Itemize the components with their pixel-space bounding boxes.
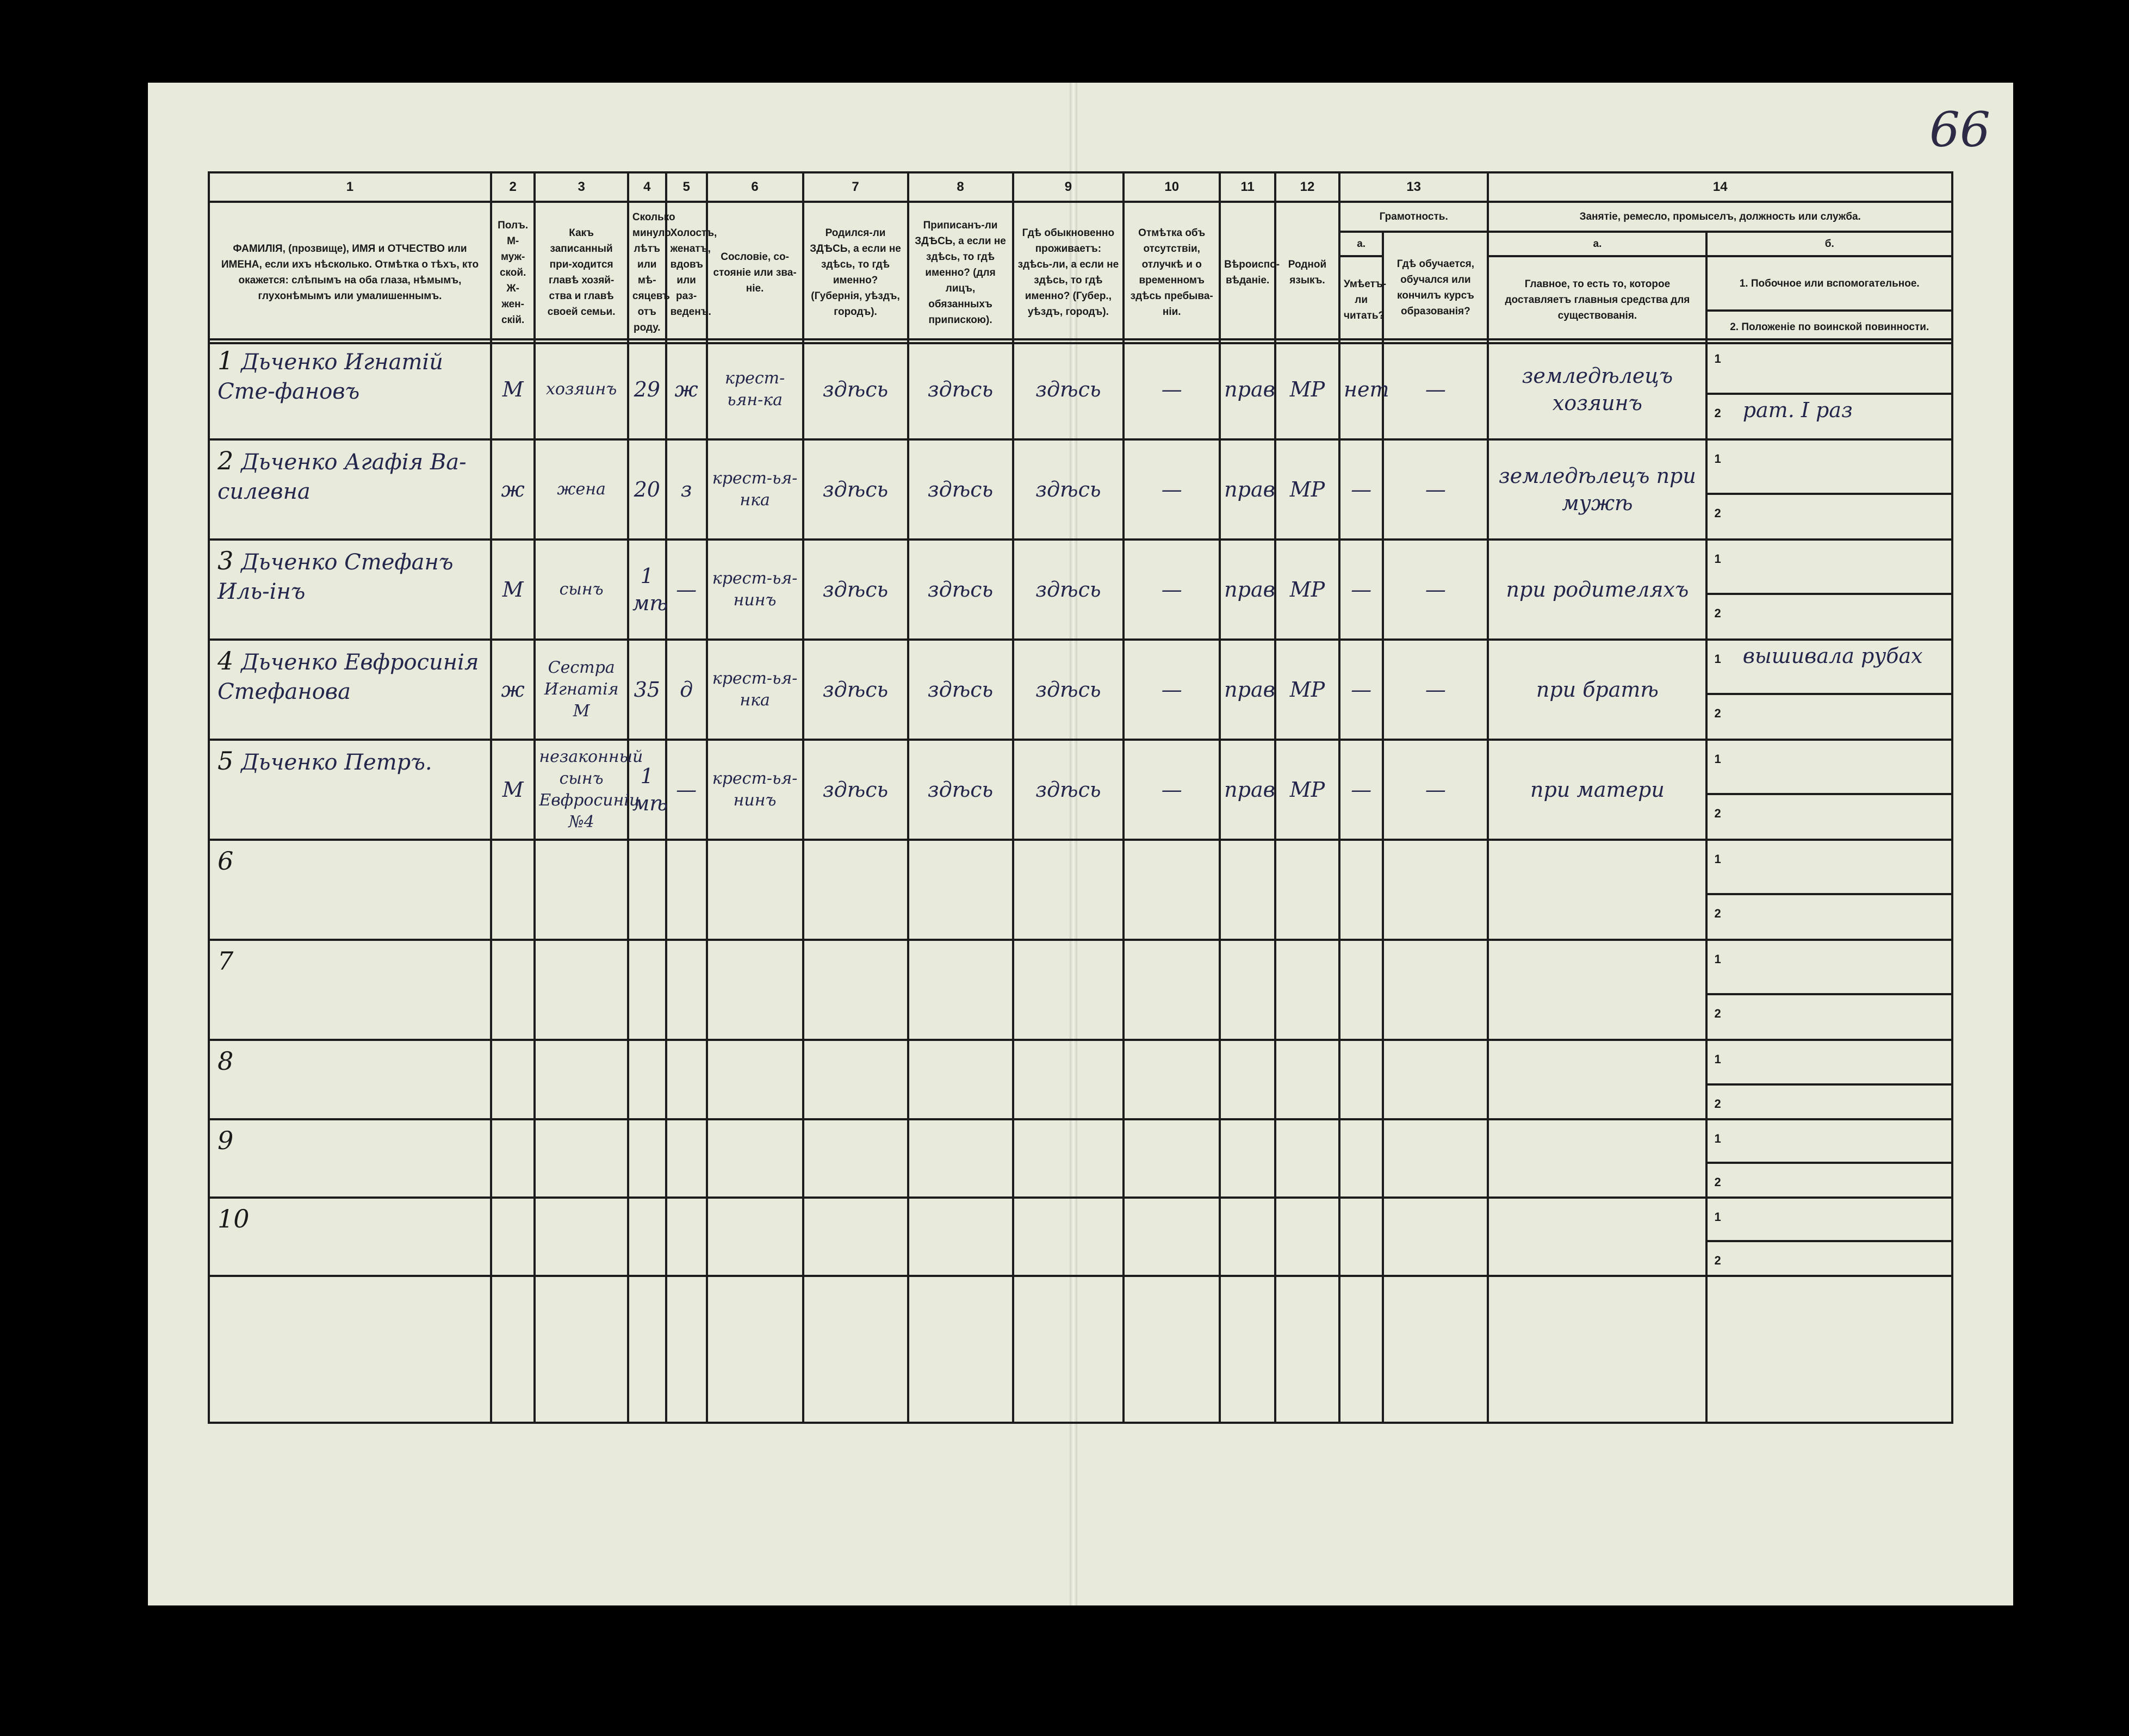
side-occupation: вышивала рубах	[1742, 644, 1923, 668]
cell-lives: здѣсь	[1013, 740, 1124, 840]
cell-literate	[1339, 1040, 1383, 1119]
cell-occ_main: земледѣлецъ при мужѣ	[1488, 439, 1706, 540]
cell-religion: прав	[1220, 740, 1275, 840]
cell-estate	[707, 940, 803, 1040]
cell-occ_main: земледѣлецъ хозяинъ	[1488, 339, 1706, 439]
census-table	[208, 171, 1953, 344]
cell-occ_main	[1488, 1040, 1706, 1119]
cell-literate: —	[1339, 439, 1383, 540]
header-row-1	[209, 202, 1952, 232]
cell-marital	[666, 940, 707, 1040]
col-num-4: 4	[628, 172, 666, 202]
cell-registered: здѣсь	[908, 640, 1013, 740]
cell-lang: МР	[1275, 339, 1339, 439]
page-number: 66	[1929, 102, 1990, 158]
cell-lives: здѣсь	[1013, 640, 1124, 740]
cell-absence: —	[1124, 540, 1220, 640]
sub-label-2: 2	[1714, 1007, 1721, 1020]
cell-estate: крест-ьян-ка	[707, 339, 803, 439]
sub-label-2: 2	[1714, 606, 1721, 620]
cell-age: 20	[628, 439, 666, 540]
cell-marital	[666, 1040, 707, 1119]
sub-label-1: 1	[1714, 1052, 1721, 1066]
cell-literate: —	[1339, 740, 1383, 840]
header-literacy-a-label: а.	[1339, 232, 1383, 256]
sub-label-2: 2	[1714, 506, 1721, 520]
cell-sex: М	[491, 540, 535, 640]
military-status: рат. I раз	[1742, 398, 1853, 422]
cell-marital: д	[666, 640, 707, 740]
cell-absence: —	[1124, 439, 1220, 540]
cell-occ_main	[1488, 940, 1706, 1040]
row-number: 1	[218, 346, 234, 375]
person-name-cell	[209, 1198, 491, 1276]
cell-born	[803, 940, 908, 1040]
cell-marital: —	[666, 540, 707, 640]
sub-label-2: 2	[1714, 406, 1721, 420]
cell-occ_main	[1488, 840, 1706, 940]
cell-sex: ж	[491, 640, 535, 740]
side-occupation-cell	[1706, 740, 1952, 794]
cell-born	[803, 1198, 908, 1276]
military-cell	[1706, 1163, 1952, 1198]
side-occupation-cell	[1706, 439, 1952, 494]
cell-estate	[707, 1119, 803, 1198]
cell-religion	[1220, 1198, 1275, 1276]
cell-lives	[1013, 940, 1124, 1040]
table-row	[209, 1119, 1952, 1163]
side-occupation-cell	[1706, 840, 1952, 894]
cell-literate	[1339, 940, 1383, 1040]
table-row	[209, 740, 1952, 794]
side-occupation-cell	[1706, 640, 1952, 694]
row-number: 9	[218, 1126, 234, 1155]
cell-born: здѣсь	[803, 339, 908, 439]
sub-label-1: 1	[1714, 452, 1721, 466]
cell-school: —	[1383, 439, 1488, 540]
sub-label-1: 1	[1714, 952, 1721, 966]
cell-born	[803, 1040, 908, 1119]
cell-literate: нет	[1339, 339, 1383, 439]
military-cell	[1706, 594, 1952, 640]
header-estate: Сословіе, со-стояніе или зва-ніе.	[707, 202, 803, 343]
col-num-11: 11	[1220, 172, 1275, 202]
military-cell	[1706, 494, 1952, 540]
cell-marital	[666, 840, 707, 940]
cell-occ_main	[1488, 1119, 1706, 1198]
cell-registered: здѣсь	[908, 439, 1013, 540]
cell-born	[803, 840, 908, 940]
cell-occ_main: при родителяхъ	[1488, 540, 1706, 640]
military-cell	[1706, 1241, 1952, 1276]
cell-sex: М	[491, 740, 535, 840]
header-sex: Полъ. М-муж-ской. Ж-жен-скій.	[491, 202, 535, 343]
header-education: Гдѣ обучается, обучался или кончилъ курсъ образованія?	[1383, 232, 1488, 343]
column-number-row	[209, 172, 1952, 202]
cell-religion: прав	[1220, 640, 1275, 740]
col-num-9: 9	[1013, 172, 1124, 202]
cell-rel: незаконный сынъ Евфросиніи №4	[535, 740, 628, 840]
cell-school	[1383, 1119, 1488, 1198]
cell-lang	[1275, 1040, 1339, 1119]
census-sheet	[148, 83, 2013, 1605]
sub-label-1: 1	[1714, 852, 1721, 866]
cell-born: здѣсь	[803, 740, 908, 840]
table-row	[209, 1198, 1952, 1241]
row-number: 4	[218, 646, 234, 675]
cell-absence: —	[1124, 640, 1220, 740]
person-name-cell	[209, 740, 491, 840]
cell-age: 35	[628, 640, 666, 740]
cell-lang: МР	[1275, 640, 1339, 740]
table-row	[209, 540, 1952, 594]
cell-registered	[908, 940, 1013, 1040]
cell-marital	[666, 1198, 707, 1276]
military-cell	[1706, 994, 1952, 1040]
person-name-cell	[209, 540, 491, 640]
cell-registered: здѣсь	[908, 540, 1013, 640]
cell-lives: здѣсь	[1013, 339, 1124, 439]
person-name-cell	[209, 1040, 491, 1119]
side-occupation-cell	[1706, 339, 1952, 394]
person-name: Дьченко Игнатій Сте-фановъ	[218, 350, 443, 404]
military-cell	[1706, 694, 1952, 740]
header-side-occupation: 1. Побочное или вспомогательное.	[1706, 256, 1952, 311]
cell-born: здѣсь	[803, 439, 908, 540]
cell-occ_main	[1488, 1198, 1706, 1276]
cell-absence	[1124, 1040, 1220, 1119]
cell-absence	[1124, 840, 1220, 940]
cell-literate	[1339, 1119, 1383, 1198]
cell-absence	[1124, 1198, 1220, 1276]
row-number: 10	[218, 1204, 250, 1233]
col-num-5: 5	[666, 172, 707, 202]
cell-registered	[908, 1119, 1013, 1198]
cell-religion	[1220, 940, 1275, 1040]
cell-born	[803, 1119, 908, 1198]
sub-label-2: 2	[1714, 706, 1721, 720]
cell-estate	[707, 1040, 803, 1119]
sub-label-1: 1	[1714, 752, 1721, 766]
cell-sex	[491, 940, 535, 1040]
cell-estate	[707, 1198, 803, 1276]
side-occupation-cell	[1706, 540, 1952, 594]
cell-religion: прав	[1220, 439, 1275, 540]
side-occupation-cell	[1706, 1198, 1952, 1241]
sub-label-2: 2	[1714, 1097, 1721, 1111]
cell-registered	[908, 1198, 1013, 1276]
cell-absence	[1124, 1119, 1220, 1198]
cell-religion: прав	[1220, 339, 1275, 439]
row-number: 2	[218, 446, 234, 475]
cell-born: здѣсь	[803, 540, 908, 640]
cell-registered: здѣсь	[908, 740, 1013, 840]
col-num-13: 13	[1339, 172, 1488, 202]
cell-literate	[1339, 840, 1383, 940]
cell-lives: здѣсь	[1013, 540, 1124, 640]
sub-label-1: 1	[1714, 652, 1721, 666]
cell-lives	[1013, 1119, 1124, 1198]
row-number: 3	[218, 546, 234, 575]
header-military: 2. Положеніе по воинской повинности.	[1706, 311, 1952, 343]
sub-label-2: 2	[1714, 907, 1721, 920]
col-num-3: 3	[535, 172, 628, 202]
sub-label-2: 2	[1714, 807, 1721, 820]
table-row	[209, 339, 1952, 394]
side-occupation-cell	[1706, 1119, 1952, 1163]
military-cell	[1706, 394, 1952, 439]
cell-marital	[666, 1119, 707, 1198]
cell-age: 1 мѣ	[628, 540, 666, 640]
person-name-cell	[209, 1119, 491, 1198]
cell-absence	[1124, 940, 1220, 1040]
census-body	[208, 338, 1953, 1424]
cell-sex	[491, 840, 535, 940]
header-religion: Вѣроиспо-вѣданіе.	[1220, 202, 1275, 343]
military-cell	[1706, 1084, 1952, 1119]
row-number: 8	[218, 1046, 234, 1076]
header-literacy: Грамотность.	[1339, 202, 1488, 232]
person-name: Дьченко Петръ.	[241, 750, 432, 775]
cell-sex: ж	[491, 439, 535, 540]
cell-religion: прав	[1220, 540, 1275, 640]
col-num-12: 12	[1275, 172, 1339, 202]
header-age: Сколько минуло лѣтъ или мѣ-сяцевъ отъ роду.	[628, 202, 666, 343]
col-num-1: 1	[209, 172, 491, 202]
row-number: 6	[218, 846, 234, 876]
cell-estate: крест-ья-нинъ	[707, 540, 803, 640]
cell-sex	[491, 1040, 535, 1119]
cell-estate: крест-ья-нка	[707, 439, 803, 540]
col-num-6: 6	[707, 172, 803, 202]
col-num-14: 14	[1488, 172, 1952, 202]
header-can-read: Умѣетъ-ли читать?	[1339, 256, 1383, 343]
cell-sex	[491, 1198, 535, 1276]
table-row	[209, 640, 1952, 694]
cell-registered	[908, 1040, 1013, 1119]
cell-lives: здѣсь	[1013, 439, 1124, 540]
cell-school: —	[1383, 339, 1488, 439]
row-number: 5	[218, 746, 234, 776]
person-name-cell	[209, 339, 491, 439]
header-absence: Отмѣтка объ отсутствіи, отлучкѣ и о временномъ здѣсь пребыва-ніи.	[1124, 202, 1220, 343]
table-row	[209, 439, 1952, 494]
cell-age	[628, 840, 666, 940]
table-row	[209, 1040, 1952, 1084]
cell-lang	[1275, 840, 1339, 940]
header-occupation: Занятіе, ремесло, промыселъ, должность или служба.	[1488, 202, 1952, 232]
cell-school: —	[1383, 740, 1488, 840]
cell-school: —	[1383, 540, 1488, 640]
cell-rel	[535, 1119, 628, 1198]
cell-lives	[1013, 1040, 1124, 1119]
header-name: ФАМИЛІЯ, (прозвище), ИМЯ и ОТЧЕСТВО или ИМЕНА, если ихъ нѣсколько. Отмѣтка о тѣхъ, кто окажется: слѣпымъ на оба глаза, нѣмымъ, глухонѣмымъ или умалишеннымъ.	[209, 202, 491, 343]
cell-age: 29	[628, 339, 666, 439]
cell-age	[628, 1040, 666, 1119]
cell-lang	[1275, 940, 1339, 1040]
person-name-cell	[209, 439, 491, 540]
cell-absence: —	[1124, 740, 1220, 840]
cell-born: здѣсь	[803, 640, 908, 740]
header-residence: Гдѣ обыкновенно проживаетъ: здѣсь-ли, а если не здѣсь, то гдѣ именно? (Губер., уѣздъ, городъ).	[1013, 202, 1124, 343]
cell-age: 1 мѣ	[628, 740, 666, 840]
military-cell	[1706, 894, 1952, 940]
col-num-10: 10	[1124, 172, 1220, 202]
cell-school	[1383, 840, 1488, 940]
cell-estate: крест-ья-нинъ	[707, 740, 803, 840]
sub-label-2: 2	[1714, 1175, 1721, 1189]
cell-age	[628, 1119, 666, 1198]
cell-lang	[1275, 1119, 1339, 1198]
cell-school: —	[1383, 640, 1488, 740]
cell-religion	[1220, 840, 1275, 940]
cell-school	[1383, 940, 1488, 1040]
cell-estate	[707, 840, 803, 940]
sub-label-2: 2	[1714, 1254, 1721, 1267]
cell-literate: —	[1339, 540, 1383, 640]
cell-literate: —	[1339, 640, 1383, 740]
col-num-7: 7	[803, 172, 908, 202]
cell-lang: МР	[1275, 540, 1339, 640]
cell-occ_main: при матери	[1488, 740, 1706, 840]
sub-label-1: 1	[1714, 352, 1721, 365]
cell-estate: крест-ья-нка	[707, 640, 803, 740]
cell-rel: жена	[535, 439, 628, 540]
cell-lang: МР	[1275, 439, 1339, 540]
cell-marital: —	[666, 740, 707, 840]
cell-absence: —	[1124, 339, 1220, 439]
table-row	[209, 940, 1952, 994]
person-name-cell	[209, 840, 491, 940]
cell-age	[628, 1198, 666, 1276]
cell-school	[1383, 1198, 1488, 1276]
cell-literate	[1339, 1198, 1383, 1276]
bottom-margin-row	[209, 1276, 1952, 1423]
header-relation: Какъ записанный при-ходится главѣ хозяй-ства и главѣ своей семьи.	[535, 202, 628, 343]
header-occupation-b-label: б.	[1706, 232, 1952, 256]
person-name: Дьченко Стефанъ Иль-інъ	[218, 550, 454, 604]
cell-rel	[535, 1198, 628, 1276]
cell-lives	[1013, 840, 1124, 940]
cell-lang	[1275, 1198, 1339, 1276]
cell-religion	[1220, 1040, 1275, 1119]
cell-age	[628, 940, 666, 1040]
cell-registered: здѣсь	[908, 339, 1013, 439]
sub-label-1: 1	[1714, 1210, 1721, 1224]
cell-rel	[535, 1040, 628, 1119]
cell-occ_main: при братѣ	[1488, 640, 1706, 740]
header-language: Родной языкъ.	[1275, 202, 1339, 343]
cell-sex: М	[491, 339, 535, 439]
cell-rel: сынъ	[535, 540, 628, 640]
cell-school	[1383, 1040, 1488, 1119]
person-name: Дьченко Агафія Ва-силевна	[218, 450, 467, 504]
cell-sex	[491, 1119, 535, 1198]
cell-rel: Сестра Игнатія М	[535, 640, 628, 740]
header-born: Родился-ли ЗДѢСЬ, а если не здѣсь, то гдѣ именно? (Губернія, уѣздъ, городъ).	[803, 202, 908, 343]
header-main-occupation: Главное, то есть то, которое доставляетъ главныя средства для существованія.	[1488, 256, 1706, 343]
header-registered: Приписанъ-ли ЗДѢСЬ, а если не здѣсь, то гдѣ именно? (для лицъ, обязанныхъ припискою).	[908, 202, 1013, 343]
person-name-cell	[209, 640, 491, 740]
table-row	[209, 840, 1952, 894]
cell-marital: ж	[666, 339, 707, 439]
cell-marital: з	[666, 439, 707, 540]
header-marital: Холостъ, женатъ, вдовъ или раз-веденъ.	[666, 202, 707, 343]
military-cell	[1706, 794, 1952, 840]
person-name-cell	[209, 940, 491, 1040]
col-num-2: 2	[491, 172, 535, 202]
row-number: 7	[218, 946, 234, 976]
cell-religion	[1220, 1119, 1275, 1198]
cell-lang: МР	[1275, 740, 1339, 840]
cell-rel: хозяинъ	[535, 339, 628, 439]
col-num-8: 8	[908, 172, 1013, 202]
person-name: Дьченко Евфросинія Стефанова	[218, 650, 479, 704]
cell-rel	[535, 840, 628, 940]
cell-lives	[1013, 1198, 1124, 1276]
cell-rel	[535, 940, 628, 1040]
side-occupation-cell	[1706, 940, 1952, 994]
side-occupation-cell	[1706, 1040, 1952, 1084]
sub-label-1: 1	[1714, 552, 1721, 566]
cell-registered	[908, 840, 1013, 940]
sub-label-1: 1	[1714, 1132, 1721, 1145]
header-occupation-a-label: а.	[1488, 232, 1706, 256]
